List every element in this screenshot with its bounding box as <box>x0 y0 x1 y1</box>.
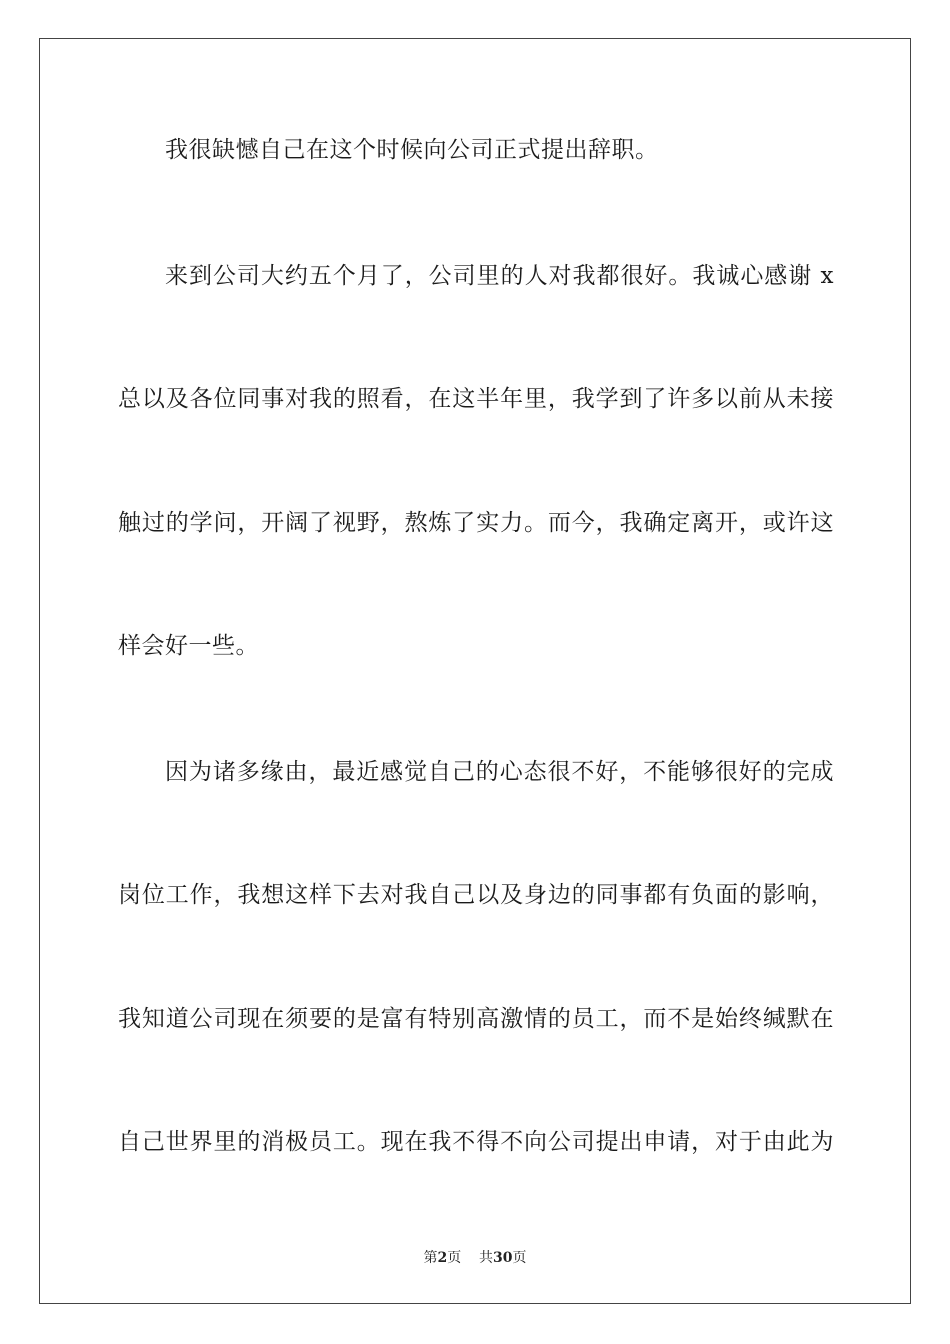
paragraph-3-line-2: 岗位工作，我想这样下去对我自己以及身边的同事都有负面的影响， <box>118 882 834 908</box>
paragraph-2-line-2: 总以及各位同事对我的照看，在这半年里，我学到了许多以前从未接 <box>118 386 834 412</box>
paragraph-3-line-3: 我知道公司现在须要的是富有特别高激情的员工，而不是始终缄默在 <box>118 1006 834 1032</box>
page-number-footer <box>0 1247 950 1267</box>
footer-page-current: 2 <box>437 1250 448 1266</box>
footer-page-suffix: 页 <box>447 1250 462 1266</box>
paragraph-2-line-3: 触过的学问，开阔了视野，熬炼了实力。而今，我确定离开，或许这 <box>118 510 834 536</box>
footer-total-suffix: 页 <box>512 1250 527 1266</box>
page-border <box>39 38 911 1304</box>
paragraph-3-line-1: 因为诸多缘由，最近感觉自己的心态很不好，不能够很好的完成 <box>165 759 834 785</box>
footer-total-prefix: 共 <box>479 1250 494 1266</box>
paragraph-3-line-4: 自己世界里的消极员工。现在我不得不向公司提出申请，对于由此为 <box>118 1129 834 1155</box>
footer-page-total: 30 <box>493 1250 513 1266</box>
paragraph-2-line-4: 样会好一些。 <box>118 633 259 659</box>
paragraph-1-line-1: 我很缺憾自己在这个时候向公司正式提出辞职。 <box>165 137 659 163</box>
footer-page-prefix: 第 <box>423 1250 438 1266</box>
paragraph-2-line-1: 来到公司大约五个月了，公司里的人对我都很好。我诚心感谢 x <box>165 263 834 289</box>
